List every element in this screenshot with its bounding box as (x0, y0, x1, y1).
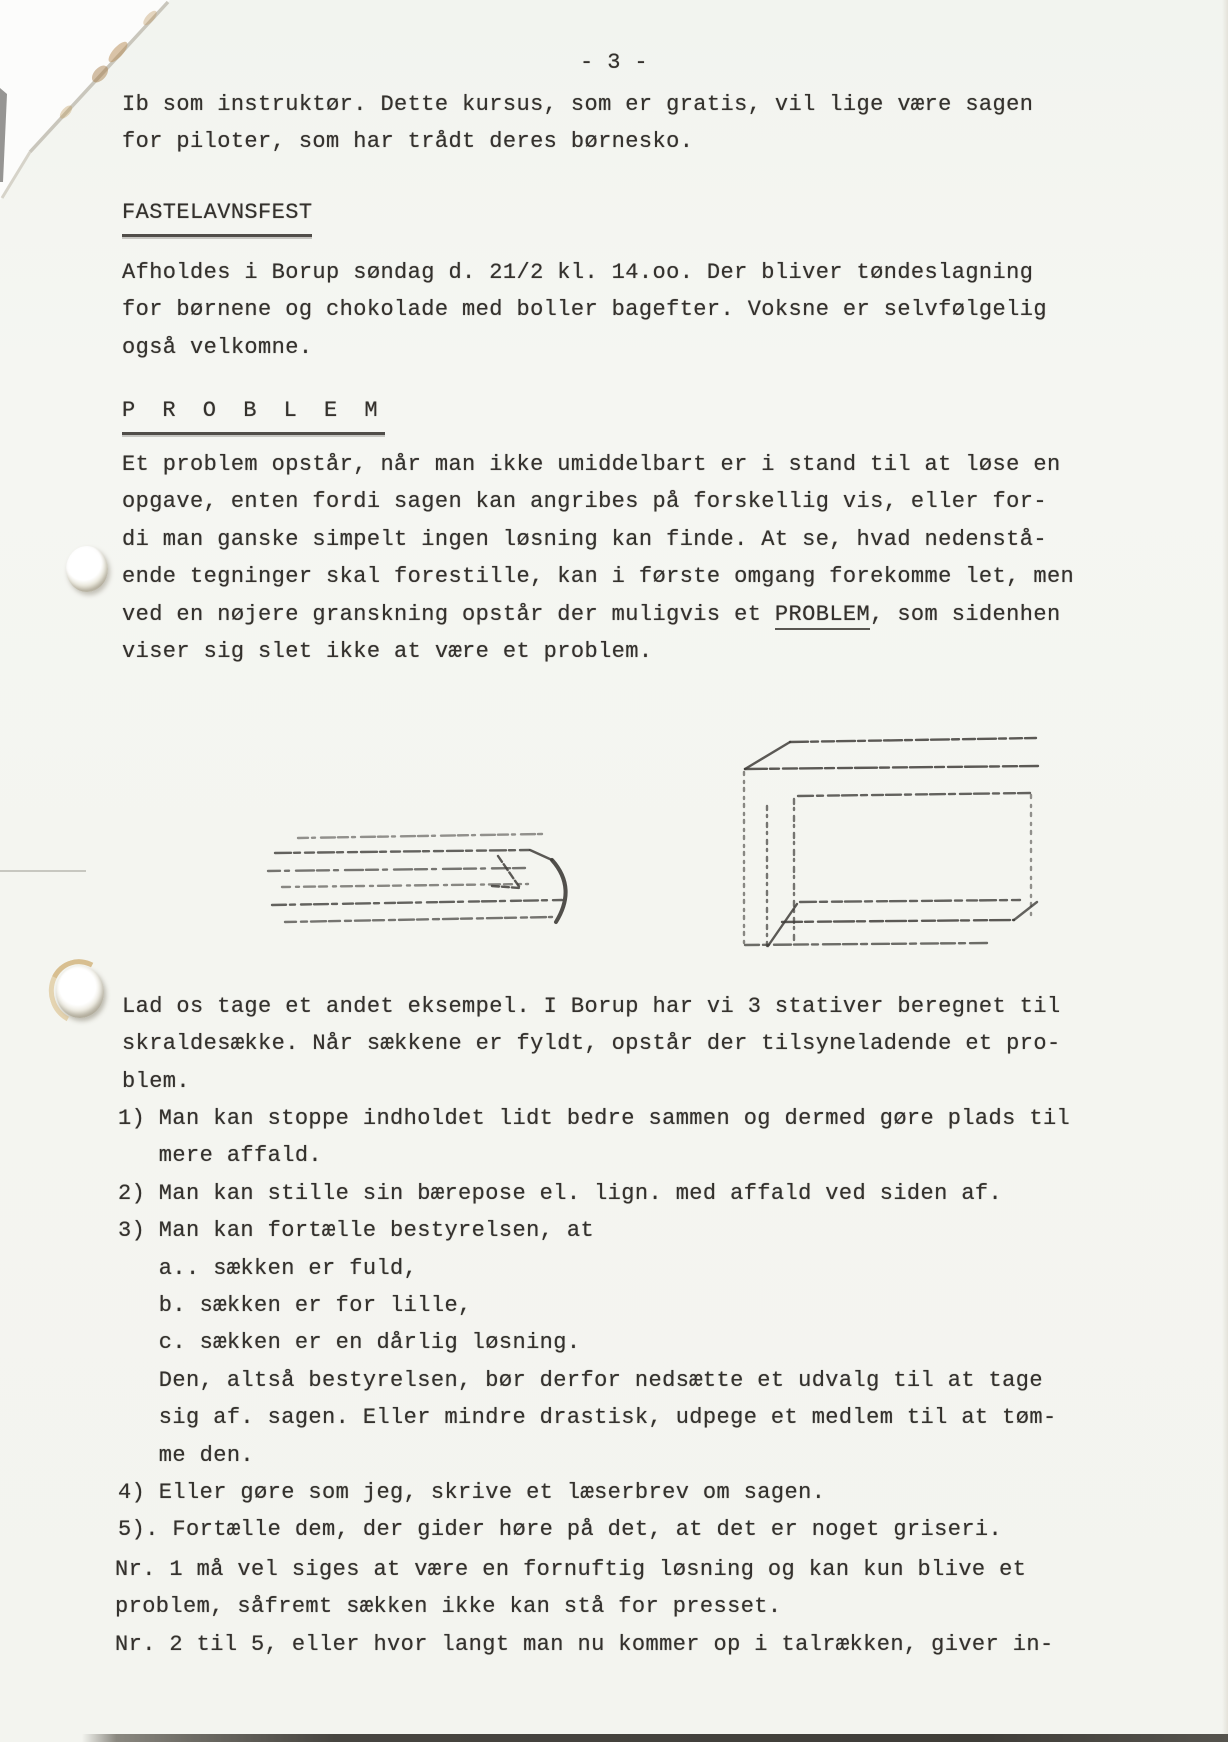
text-line: di man ganske simpelt ingen løsning kan finde. At se, hvad nedenstå- (122, 526, 1047, 552)
text-line: skraldesække. Når sækkene er fyldt, opstår der tilsyneladende et pro- (122, 1031, 1061, 1057)
text-line: c. sækken er en dårlig løsning. (118, 1330, 581, 1356)
options-list (118, 1100, 1070, 1549)
text-line: Nr. 2 til 5, eller hvor langt man nu kommer op i talrækken, giver in- (115, 1631, 1054, 1657)
example-paragraph (122, 988, 1061, 1100)
text-line: opgave, enten fordi sagen kan angribes på forskellig vis, eller for- (122, 489, 1047, 515)
page-number: - 3 - (579, 50, 648, 75)
text-line: for børnene og chokolade med boller bagefter. Voksne er selvfølgelig (122, 297, 1047, 323)
text-line: b. sækken er for lille, (118, 1293, 472, 1319)
heading-underlined-text: FASTELAVNSFEST (122, 194, 312, 237)
text-line: Lad os tage et andet eksempel. I Borup har vi 3 stativer beregnet til (122, 994, 1061, 1019)
closing-paragraph (115, 1551, 1054, 1663)
text-line: Et problem opstår, når man ikke umiddelbart er i stand til at løse en (122, 452, 1061, 477)
scan-bottom-edge (82, 1734, 1228, 1742)
impossible-object-drawing-icon (230, 826, 582, 944)
text-line: a.. sækken er fuld, (118, 1255, 418, 1281)
scan-right-edge (1222, 0, 1228, 1742)
text-line: Nr. 1 må vel siges at være en fornuftig løsning og kan kun blive et (115, 1557, 1027, 1582)
hole-punch-top (66, 546, 108, 592)
text-line: Den, altså bestyrelsen, bør derfor nedsætte et udvalg til at tage (118, 1367, 1043, 1393)
intro-paragraph (122, 86, 1033, 161)
text-line: mere affald. (118, 1143, 323, 1169)
problem-last-line: viser sig slet ikke at være et problem. (122, 639, 653, 665)
text-line: Ib som instruktør. Dette kursus, som er gratis, vil lige være sagen (122, 92, 1034, 117)
scan-artifact-line (0, 870, 86, 872)
section-heading-problem (122, 392, 385, 435)
text-line: 5). Fortælle dem, der gider høre på det, at det er noget griseri. (118, 1517, 1003, 1543)
section-heading-fastelavnsfest (122, 194, 312, 237)
text-line: også velkomne. (122, 334, 313, 360)
emphasis-prefix: ved en nøjere granskning opstår der muligvis et (122, 601, 775, 627)
text-line: sig af. sagen. Eller mindre drastisk, udpege et medlem til at tøm- (118, 1405, 1057, 1431)
text-line: ende tegninger skal forestille, kan i første omgang forekomme let, men (122, 564, 1075, 590)
fastelavn-paragraph (122, 254, 1047, 366)
text-line: 4) Eller gøre som jeg, skrive et læserbrev om sagen. (118, 1480, 826, 1506)
text-line: for piloter, som har trådt deres børnesko. (122, 129, 694, 155)
heading-underlined-text: P R O B L E M (122, 392, 385, 435)
problem-paragraph-lines (122, 446, 1074, 596)
text-line: Afholdes i Borup søndag d. 21/2 kl. 14.oo. Der bliver tøndeslagning (122, 260, 1034, 285)
emphasis-suffix: , som sidenhen (870, 601, 1061, 627)
underlined-word: PROBLEM (775, 602, 870, 630)
text-line: 1) Man kan stoppe indholdet lidt bedre sammen og dermed gøre plads til (118, 1106, 1071, 1131)
text-line: 2) Man kan stille sin bærepose el. lign. med affald ved siden af. (118, 1180, 1003, 1206)
problem-paragraph (122, 446, 1074, 670)
text-line: blem. (122, 1068, 191, 1094)
impossible-frame-drawing-icon (648, 732, 1042, 954)
text-line: me den. (118, 1442, 255, 1468)
problem-emphasis-line (122, 596, 1074, 633)
hole-punch-bottom (56, 966, 104, 1018)
text-line: problem, såfremt sækken ikke kan stå for presset. (115, 1594, 782, 1620)
text-line: 3) Man kan fortælle bestyrelsen, at (118, 1218, 595, 1244)
